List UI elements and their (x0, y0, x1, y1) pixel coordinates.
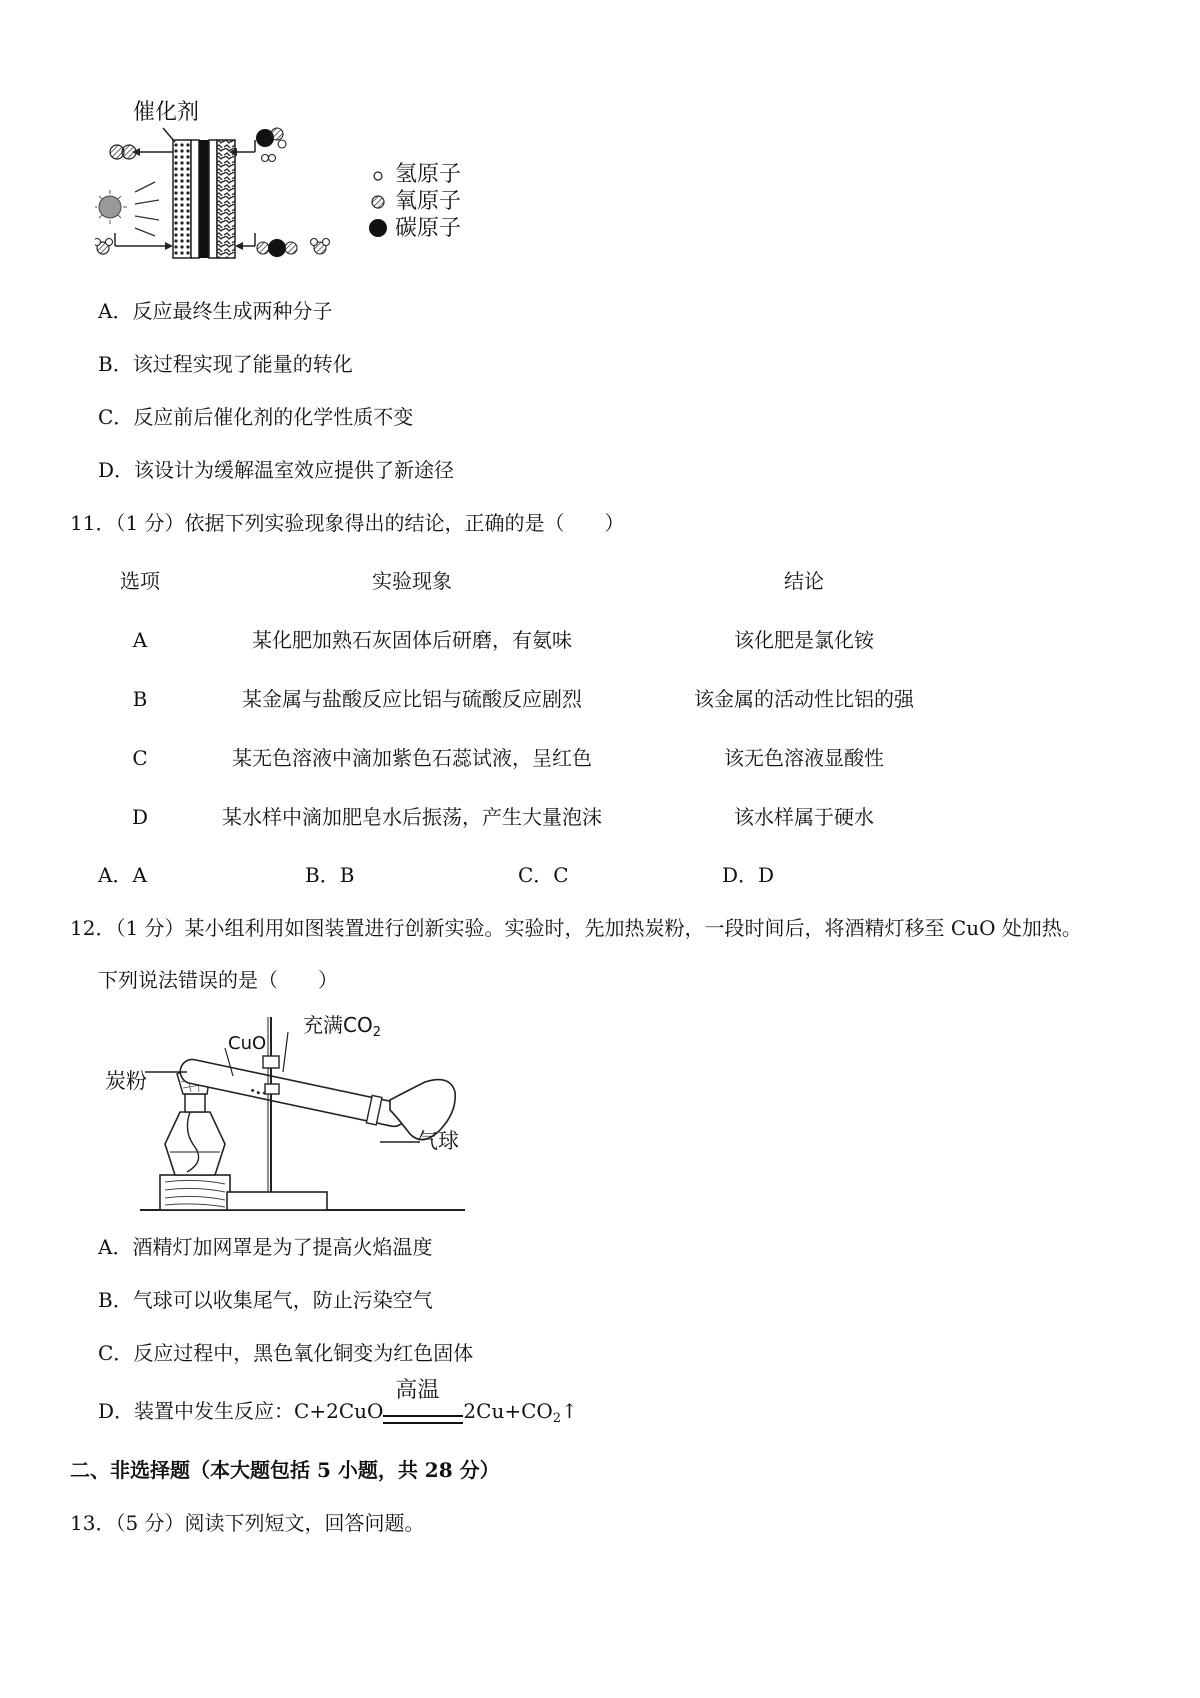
table-cell: C (132, 746, 148, 770)
table-cell: 该水样属于硬水 (734, 805, 874, 829)
option-letter: A． (98, 1235, 133, 1259)
table-cell: 该化肥是氯化铵 (734, 628, 874, 652)
option-letter: D． (98, 1399, 135, 1423)
table-header-option: 选项 (120, 569, 160, 593)
label-co2 (303, 1012, 381, 1042)
question-score: （1 分） (115, 916, 185, 940)
table-cell: 某金属与盐酸反应比铝与硫酸反应剧烈 (242, 687, 582, 711)
q12-option-c (98, 1340, 473, 1366)
table-cell: D (131, 805, 149, 829)
label-balloon: 气球 (417, 1129, 459, 1153)
catalyst-label: 催化剂 (133, 100, 200, 125)
option-text: 反应最终生成两种分子 (132, 299, 333, 323)
q10-option-c (98, 404, 413, 430)
option-letter: C． (98, 405, 134, 429)
oxygen-atom-icon (372, 196, 384, 208)
question-score: （5 分） (115, 1511, 185, 1535)
question-score: （1 分） (115, 511, 185, 535)
option-text: 酒精灯加网罩是为了提高火焰温度 (132, 1235, 433, 1259)
question-number: 12． (70, 916, 116, 940)
carbon-atom-icon (369, 219, 387, 237)
question-number: 13． (70, 1511, 116, 1535)
section-title: 二、非选择题（本大题包括 5 小题，共 28 分） (70, 1458, 500, 1482)
question-text: 某小组利用如图装置进行创新实验。实验时，先加热炭粉，一段时间后，将酒精灯移至 CuO 处加热。 (184, 916, 1082, 940)
label-co2-sub: 2 (372, 1025, 381, 1040)
option-text: 气球可以收集尾气，防止污染空气 (132, 1288, 433, 1312)
label-co2-text: 充满CO (303, 1013, 373, 1037)
apparatus-diagram (105, 1012, 465, 1212)
q11-choice-d: D．D (722, 863, 775, 887)
option-letter: B． (98, 1288, 133, 1312)
label-cuo: CuO (228, 1033, 267, 1054)
q13-stem (70, 1510, 425, 1536)
apparatus-diagram-svg (105, 1012, 465, 1212)
q11-stem (70, 510, 625, 536)
hydrogen-atom-icon (374, 172, 382, 180)
q10-option-b (98, 351, 353, 377)
q12-option-b (98, 1287, 433, 1313)
equals-bar-icon (383, 1415, 463, 1424)
table-cell: 某化肥加熟石灰固体后研磨，有氨味 (252, 628, 572, 652)
label-carbon-powder: 炭粉 (105, 1069, 147, 1093)
legend-hydrogen-label: 氢原子 (395, 162, 462, 187)
question-text: 依据下列实验现象得出的结论，正确的是（ ） (184, 511, 625, 535)
legend-oxygen-label: 氧原子 (395, 189, 462, 214)
table-cell: 该无色溶液显酸性 (724, 746, 884, 770)
catalyst-diagram (95, 100, 475, 270)
legend-carbon-label: 碳原子 (395, 216, 462, 241)
q12-option-d (98, 1378, 578, 1428)
q11-choice-c: C．C (518, 863, 569, 887)
question-text: 阅读下列短文，回答问题。 (184, 1511, 425, 1535)
condition-text: 高温 (395, 1378, 440, 1403)
table-cell: 某无色溶液中滴加紫色石蕊试液，呈红色 (232, 746, 592, 770)
reaction-condition (383, 1378, 463, 1428)
table-cell: 该金属的活动性比铝的强 (694, 687, 914, 711)
option-text: 反应过程中，黑色氧化铜变为红色固体 (133, 1341, 474, 1365)
table-cell: 某水样中滴加肥皂水后振荡，产生大量泡沫 (222, 805, 602, 829)
option-letter: C． (98, 1341, 134, 1365)
q11-choice-b: B．B (305, 863, 355, 887)
equation-products: 2Cu+CO (463, 1399, 553, 1423)
option-text: 反应前后催化剂的化学性质不变 (133, 405, 414, 429)
q12-stem-line2: 下列说法错误的是（ ） (98, 968, 338, 992)
option-letter: A． (98, 299, 133, 323)
table-cell: A (132, 628, 148, 652)
table-header-conclusion: 结论 (784, 569, 824, 593)
equation-products-sub: 2 (552, 1411, 562, 1426)
gas-arrow-icon: ↑ (561, 1399, 578, 1423)
option-text: 该设计为缓解温室效应提供了新途径 (134, 458, 455, 482)
q12-stem-line1 (70, 915, 1082, 941)
q10-option-d (98, 457, 454, 483)
table-header-phenomenon: 实验现象 (372, 569, 452, 593)
q12-option-a (98, 1234, 432, 1260)
question-number: 11． (70, 511, 116, 535)
q11-choice-a: A．A (98, 863, 147, 887)
q10-option-a (98, 298, 332, 324)
equation-reactants: 装置中发生反应：C+2CuO (134, 1399, 384, 1423)
option-text: 该过程实现了能量的转化 (132, 352, 353, 376)
option-letter: B． (98, 352, 133, 376)
table-cell: B (132, 687, 148, 711)
option-letter: D． (98, 458, 135, 482)
